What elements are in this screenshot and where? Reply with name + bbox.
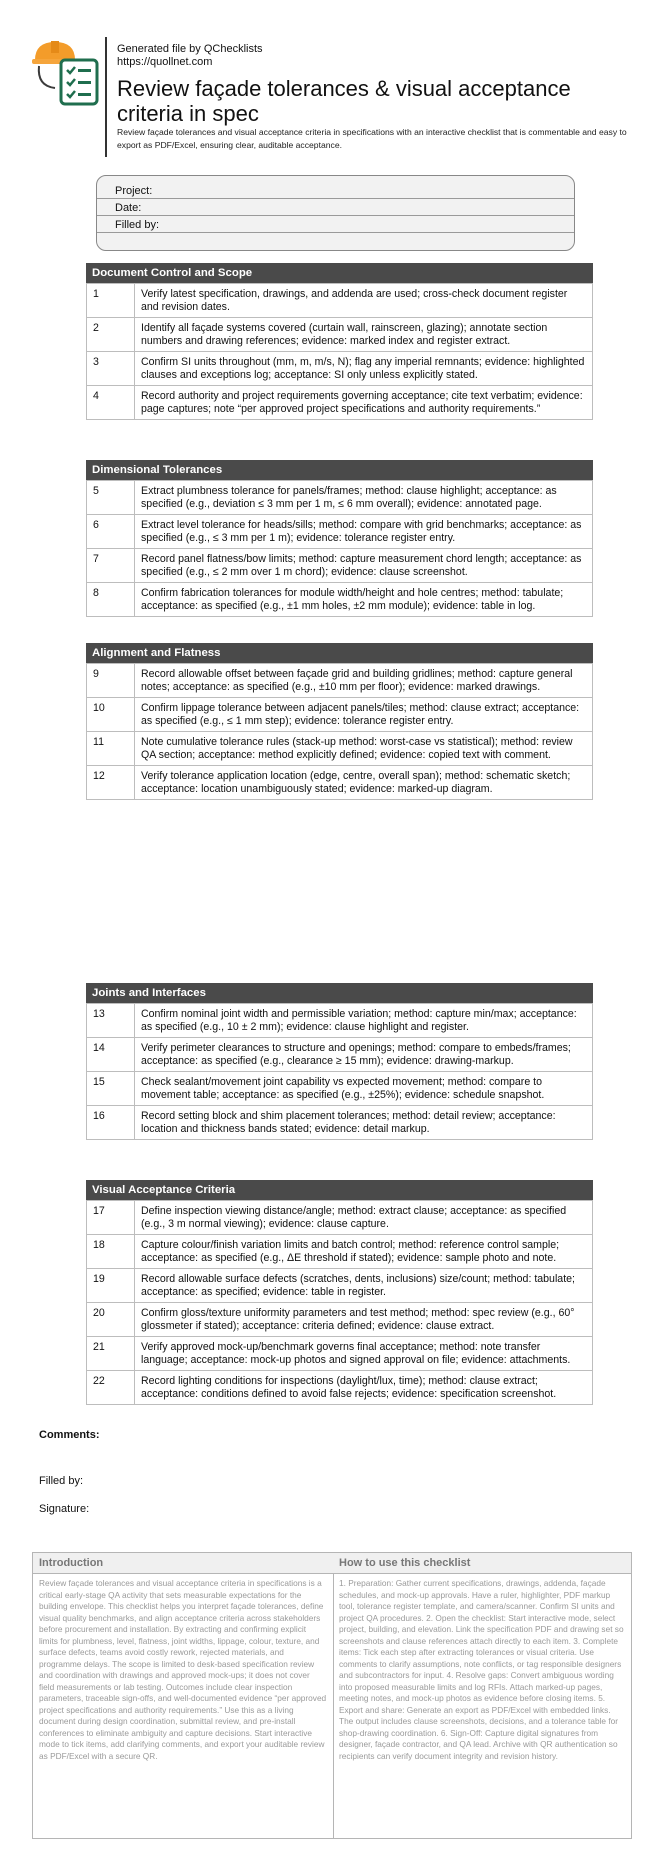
checklist-row[interactable] <box>87 515 593 549</box>
howto-text: 1. Preparation: Gather current specifications, drawings, addenda, façade schedules, and mock-up approvals. Have a ruler, highlighter, PDF markup tool, tolerance register template, and camera/scanner. Confirm SI units and project QA procedures. 2. Open the checklist: Start interactive mode, select project, building, and elevation. Link the specification PDF and drawing set so screenshots and clause references attach directly to each item. 3. Complete items: Tick each step after extracting tolerances or visual criteria. Use comments to clarify assumptions, note conflicts, or tag responsible designers and subcontractors for input. 4. Resolve gaps: Convert ambiguous wording into proposed measurable limits and log RFIs. Attach marked-up pages, meeting notes, and mock-up photos as evidence before closing items. 5. Export and share: Generate an export as PDF/Excel with embedded links. The output includes clause screenshots, decisions, and a tolerance table for shop-drawing coordination. 6. Sign-Off: Capture digital signatures from designer, façade contractor, and QA lead. Archive with QR authentication so recipients can verify document integrity and revision history. <box>339 1578 624 1761</box>
section-title: Dimensional Tolerances <box>86 460 593 480</box>
item-number: 9 <box>87 664 135 698</box>
item-number: 12 <box>87 766 135 800</box>
item-text: Record panel flatness/bow limits; method: capture measurement chord length; acceptance: as specified (e.g., ≤ 2 mm over 1 m chord); evidence: clause screenshot. <box>135 549 593 583</box>
howto-column <box>333 1553 631 1838</box>
item-number: 17 <box>87 1201 135 1235</box>
signature-label: Signature: <box>39 1503 90 1515</box>
introduction-column <box>33 1553 334 1838</box>
item-number: 1 <box>87 284 135 318</box>
intro-panel <box>32 1552 632 1839</box>
section-title: Joints and Interfaces <box>86 983 593 1003</box>
item-number: 13 <box>87 1004 135 1038</box>
checklist-table <box>86 1200 593 1405</box>
item-number: 19 <box>87 1269 135 1303</box>
item-number: 6 <box>87 515 135 549</box>
source-url[interactable]: https://quollnet.com <box>117 56 213 68</box>
checklist-row[interactable] <box>87 284 593 318</box>
section-dimensional-tolerances <box>86 460 593 617</box>
item-number: 11 <box>87 732 135 766</box>
checklist-row[interactable] <box>87 583 593 617</box>
checklist-row[interactable] <box>87 1038 593 1072</box>
item-number: 22 <box>87 1371 135 1405</box>
checklist-row[interactable] <box>87 1269 593 1303</box>
header-divider <box>105 37 107 157</box>
checklist-row[interactable] <box>87 481 593 515</box>
section-document-control <box>86 263 593 420</box>
generated-by-text: Generated file by QChecklists <box>117 43 263 55</box>
item-number: 4 <box>87 386 135 420</box>
item-number: 7 <box>87 549 135 583</box>
checklist-table <box>86 1003 593 1140</box>
item-number: 2 <box>87 318 135 352</box>
item-number: 5 <box>87 481 135 515</box>
item-number: 20 <box>87 1303 135 1337</box>
item-text: Record allowable surface defects (scratches, dents, inclusions) size/count; method: tabulate; acceptance: as specified; evidence: table in register. <box>135 1269 593 1303</box>
checklist-row[interactable] <box>87 1371 593 1405</box>
item-text: Extract plumbness tolerance for panels/frames; method: clause highlight; acceptance: as specified (e.g., deviation ≤ 3 mm per 1 m, ≤ 6 mm overall); evidence: annotated page. <box>135 481 593 515</box>
item-text: Confirm gloss/texture uniformity parameters and test method; method: spec review (e.g., 60° glossmeter if stated); acceptance: criteria defined; evidence: clause extract. <box>135 1303 593 1337</box>
item-text: Capture colour/finish variation limits and batch control; method: reference control sample; acceptance: as specified (e.g., ΔE threshold if stated); evidence: sample photo and note. <box>135 1235 593 1269</box>
checklist-row[interactable] <box>87 1106 593 1140</box>
item-number: 10 <box>87 698 135 732</box>
item-text: Check sealant/movement joint capability vs expected movement; method: compare to movement table; acceptance: as specified (e.g., ±25%); evidence: schedule snapshot. <box>135 1072 593 1106</box>
project-field[interactable]: Project: <box>97 182 574 199</box>
introduction-heading: Introduction <box>33 1553 333 1574</box>
item-number: 16 <box>87 1106 135 1140</box>
item-text: Confirm SI units throughout (mm, m, m/s, N); flag any imperial remnants; evidence: highlighted clauses and exceptions log; acceptance: SI only unless explicitly stated. <box>135 352 593 386</box>
page-title: Review façade tolerances & visual acceptance criteria in spec <box>117 76 571 126</box>
checklist-row[interactable] <box>87 766 593 800</box>
section-title: Visual Acceptance Criteria <box>86 1180 593 1200</box>
date-field[interactable]: Date: <box>97 199 574 216</box>
comments-label: Comments: <box>39 1429 100 1441</box>
item-text: Verify perimeter clearances to structure and openings; method: compare to embeds/frames; acceptance: as specified (e.g., clearance ≥ 15 mm); evidence: drawing-markup. <box>135 1038 593 1072</box>
introduction-text: Review façade tolerances and visual acceptance criteria in specifications is a critical early-stage QA activity that sets measurable expectations for the building envelope. This checklist helps you interpret façade tolerances, define visual quality benchmarks, and align acceptance criteria across stakeholders before procurement and installation. By extracting and confirming explicit limits for plumbness, level, flatness, joint widths, lippage, colour, texture, and surface defects, teams avoid costly rework, rejected materials, and programme delays. The scope is limited to desk-based specification review and coordination with drawings and approved mock-ups; it does not cover field measurements or lab testing. Outcomes include clear inspection parameters, traceable sign-offs, and well-documented evidence “per approved project specifications and authority requirements.” Use this as a living document during design coordination, submittal review, and pre-install conferences to eliminate ambiguity and capture decisions. Start interactive mode to tick items, add clarifying comments, and export your auditable review as PDF/Excel with a secure QR. <box>39 1578 327 1761</box>
section-title: Alignment and Flatness <box>86 643 593 663</box>
checklist-row[interactable] <box>87 1201 593 1235</box>
checklist-row[interactable] <box>87 698 593 732</box>
checklist-row[interactable] <box>87 352 593 386</box>
checklist-row[interactable] <box>87 1337 593 1371</box>
item-number: 21 <box>87 1337 135 1371</box>
checklist-table <box>86 480 593 617</box>
checklist-row[interactable] <box>87 549 593 583</box>
item-text: Confirm fabrication tolerances for module width/height and hole centres; method: tabulate; acceptance: as specified (e.g., ±1 mm holes, ±2 mm module); evidence: table in log. <box>135 583 593 617</box>
item-text: Identify all façade systems covered (curtain wall, rainscreen, glazing); annotate section numbers and drawing references; evidence: marked index and register extract. <box>135 318 593 352</box>
checklist-row[interactable] <box>87 1303 593 1337</box>
checklist-table <box>86 283 593 420</box>
quollnet-logo <box>31 38 103 110</box>
item-text: Verify tolerance application location (edge, centre, overall span); method: schematic sketch; acceptance: location unambiguously stated; evidence: marked-up diagram. <box>135 766 593 800</box>
item-text: Extract level tolerance for heads/sills; method: compare with grid benchmarks; acceptance: as specified (e.g., ≤ 3 mm per 1 m); evidence: tolerance register entry. <box>135 515 593 549</box>
checklist-row[interactable] <box>87 664 593 698</box>
project-info-box <box>96 175 575 251</box>
checklist-row[interactable] <box>87 1004 593 1038</box>
item-number: 3 <box>87 352 135 386</box>
item-text: Record setting block and shim placement tolerances; method: detail review; acceptance: location and thickness bands stated; evidence: detail markup. <box>135 1106 593 1140</box>
item-text: Define inspection viewing distance/angle; method: extract clause; acceptance: as specified (e.g., 3 m normal viewing); evidence: clause capture. <box>135 1201 593 1235</box>
item-number: 15 <box>87 1072 135 1106</box>
checklist-table <box>86 663 593 800</box>
checklist-row[interactable] <box>87 1235 593 1269</box>
section-alignment-flatness <box>86 643 593 800</box>
item-text: Record authority and project requirements governing acceptance; cite text verbatim; evidence: page captures; note “per approved project specifications and authority requirements.” <box>135 386 593 420</box>
item-number: 14 <box>87 1038 135 1072</box>
item-text: Record allowable offset between façade grid and building gridlines; method: capture general notes; acceptance: as specified (e.g., ±10 mm per floor); evidence: marked drawings. <box>135 664 593 698</box>
checklist-row[interactable] <box>87 732 593 766</box>
section-joints-interfaces <box>86 983 593 1140</box>
item-text: Confirm nominal joint width and permissible variation; method: capture min/max; acceptance: as specified (e.g., 10 ± 2 mm); evidence: clause highlight and register. <box>135 1004 593 1038</box>
page-description: Review façade tolerances and visual acceptance criteria in specifications with an interactive checklist that is commentable and easy to export as PDF/Excel, ensuring clear, auditable acceptance. <box>117 127 627 150</box>
item-text: Record lighting conditions for inspections (daylight/lux, time); method: clause extract; acceptance: conditions defined to avoid false rejects; evidence: specification screenshot. <box>135 1371 593 1405</box>
item-text: Confirm lippage tolerance between adjacent panels/tiles; method: clause extract; acceptance: as specified (e.g., ≤ 1 mm step); evidence: tolerance register entry. <box>135 698 593 732</box>
howto-heading: How to use this checklist <box>333 1553 631 1574</box>
section-title: Document Control and Scope <box>86 263 593 283</box>
item-number: 18 <box>87 1235 135 1269</box>
section-visual-acceptance <box>86 1180 593 1405</box>
item-text: Note cumulative tolerance rules (stack-up method: worst-case vs statistical); method: review QA section; acceptance: method explicitly defined; evidence: copied text with comment. <box>135 732 593 766</box>
filled-by-field[interactable]: Filled by: <box>97 216 574 233</box>
checklist-row[interactable] <box>87 386 593 420</box>
checklist-row[interactable] <box>87 318 593 352</box>
filled-by-label: Filled by: <box>39 1475 84 1487</box>
item-text: Verify approved mock-up/benchmark governs final acceptance; method: note transfer language; acceptance: mock-up photos and signed approval on file; evidence: attachments. <box>135 1337 593 1371</box>
item-text: Verify latest specification, drawings, and addenda are used; cross-check document register and revision dates. <box>135 284 593 318</box>
checklist-row[interactable] <box>87 1072 593 1106</box>
item-number: 8 <box>87 583 135 617</box>
